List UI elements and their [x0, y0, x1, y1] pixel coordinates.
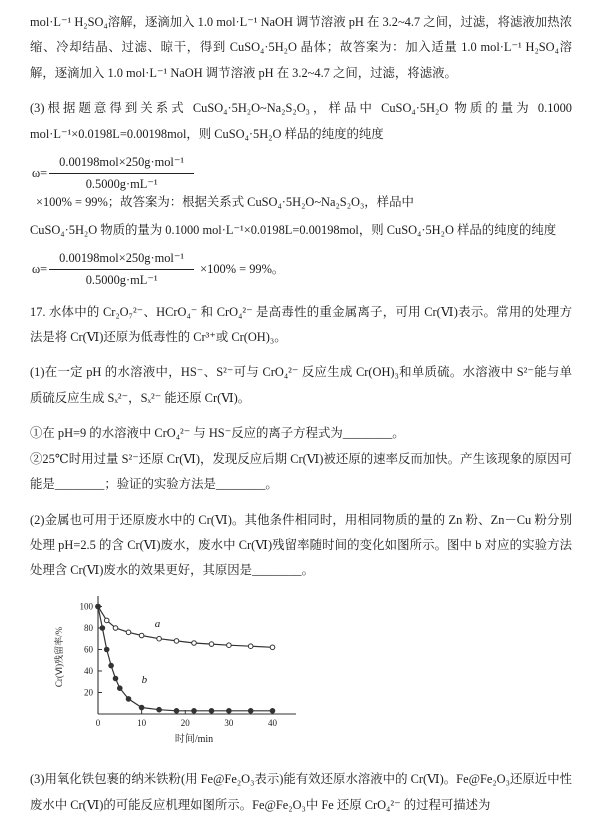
svg-text:100: 100	[79, 601, 93, 612]
svg-text:a: a	[154, 617, 161, 630]
question-17-part3: (3)用氧化铁包裹的纳米铁粉(用 Fe@Fe₂O₃表示)能有效还原水溶液中的 Cr(Ⅵ)。Fe@Fe₂O₃还原近中性废水中 Cr(Ⅵ)的可能反应机理如图所示。Fe@Fe₂O₃中 Fe 还原 CrO₄²⁻ 的过程可描述为	[30, 772, 572, 812]
residual-rate-chart	[50, 588, 572, 765]
formula2-numerator: 0.00198mol×250g·mol⁻¹	[49, 249, 194, 270]
formula1-rhs: ×100% = 99%；故答案为：根据关系式 CuSO₄·5H₂O~Na₂S₂O₃，样品中	[36, 195, 414, 210]
question-17-part1: (1)在一定 pH 的水溶液中，HS⁻、S²⁻可与 CrO₄²⁻ 反应生成 Cr(OH)₃和单质硫。水溶液中 S²⁻能与单质硫反应生成 Sₓ²⁻，Sₓ²⁻ 能还原 Cr(Ⅵ)。	[30, 365, 572, 405]
svg-text:20: 20	[180, 717, 190, 728]
question-17-part1-sub1: ①在 pH=9 的水溶液中 CrO₄²⁻ 与 HS⁻反应的离子方程式为________。	[30, 426, 405, 441]
svg-text:b: b	[141, 673, 148, 686]
svg-text:40: 40	[268, 717, 278, 728]
svg-text:0: 0	[95, 717, 101, 728]
answer3-paragraph-1: (3)根据题意得到关系式 CuSO₄·5H₂O~Na₂S₂O₃，样品中 CuSO₄·5H₂O 物质的量为 0.1000 mol·L⁻¹×0.0198L=0.00198mol，则 CuSO₄·5H₂O 样品的纯度的纯度	[30, 101, 572, 141]
question-17-intro: 17. 水体中的 Cr₂O₇²⁻、HCrO₄⁻ 和 CrO₄²⁻ 是高毒性的重金属离子，可用 Cr(Ⅵ)表示。常用的处理方法是将 Cr(Ⅵ)还原为低毒性的 Cr³⁺或 Cr(OH)₃。	[30, 304, 572, 344]
svg-text:20: 20	[84, 687, 93, 698]
svg-text:10: 10	[137, 717, 147, 728]
formula2-lhs: ω=	[32, 262, 48, 277]
purity-formula-2	[32, 249, 572, 289]
svg-text:60: 60	[84, 644, 93, 655]
formula1-fraction	[49, 153, 194, 193]
formula1-lhs: ω=	[32, 165, 48, 180]
formula2-denominator: 0.5000g·mL⁻¹	[85, 272, 158, 287]
formula2-fraction	[49, 249, 194, 289]
formula1-numerator: 0.00198mol×250g·mol⁻¹	[49, 153, 194, 174]
svg-text:Cr(Ⅵ)残留率/%: Cr(Ⅵ)残留率/%	[54, 626, 64, 687]
formula2-rhs: ×100% = 99%。	[200, 262, 285, 277]
formula1-denominator: 0.5000g·mL⁻¹	[85, 176, 158, 191]
question-17-part2: (2)金属也可用于还原废水中的 Cr(Ⅵ)。其他条件相同时，用相同物质的量的 Zn 粉、Zn－Cu 粉分别处理 pH=2.5 的含 Cr(Ⅵ)废水，废水中 Cr(Ⅵ)残留率随时间的变化如图所示。图中 b 对应的实验方法处理含 Cr(Ⅵ)废水的效果更好，其原因是________。	[30, 512, 572, 578]
chart-canvas	[50, 588, 302, 756]
answer3-paragraph-2: CuSO₄·5H₂O 物质的量为 0.1000 mol·L⁻¹×0.0198L=0.00198mol，则 CuSO₄·5H₂O 样品的纯度的纯度	[30, 222, 557, 237]
question-17-part1-sub2: ②25℃时用过量 S²⁻还原 Cr(Ⅵ)，发现反应后期 Cr(Ⅵ)被还原的速率反而加快。产生该现象的原因可能是________；验证的实验方法是________。	[30, 451, 572, 492]
purity-formula-1	[32, 153, 572, 212]
svg-text:80: 80	[84, 622, 93, 633]
svg-text:时间/min: 时间/min	[174, 733, 214, 745]
svg-text:40: 40	[84, 665, 93, 676]
continuation-paragraph: mol·L⁻¹ H₂SO₄溶解，逐滴加入 1.0 mol·L⁻¹ NaOH 调节溶液 pH 在 3.2~4.7 之间，过滤，将滤液加热浓缩、冷却结晶、过滤、晾干，得到 CuSO₄·5H₂O 晶体；故答案为：加入适量 1.0 mol·L⁻¹ H₂SO₄溶解，逐滴加入 1.0 mol·L⁻¹ NaOH 调节溶液 pH 在 3.2~4.7 之间，过滤，将滤液。	[30, 15, 572, 80]
svg-text:30: 30	[224, 717, 234, 728]
